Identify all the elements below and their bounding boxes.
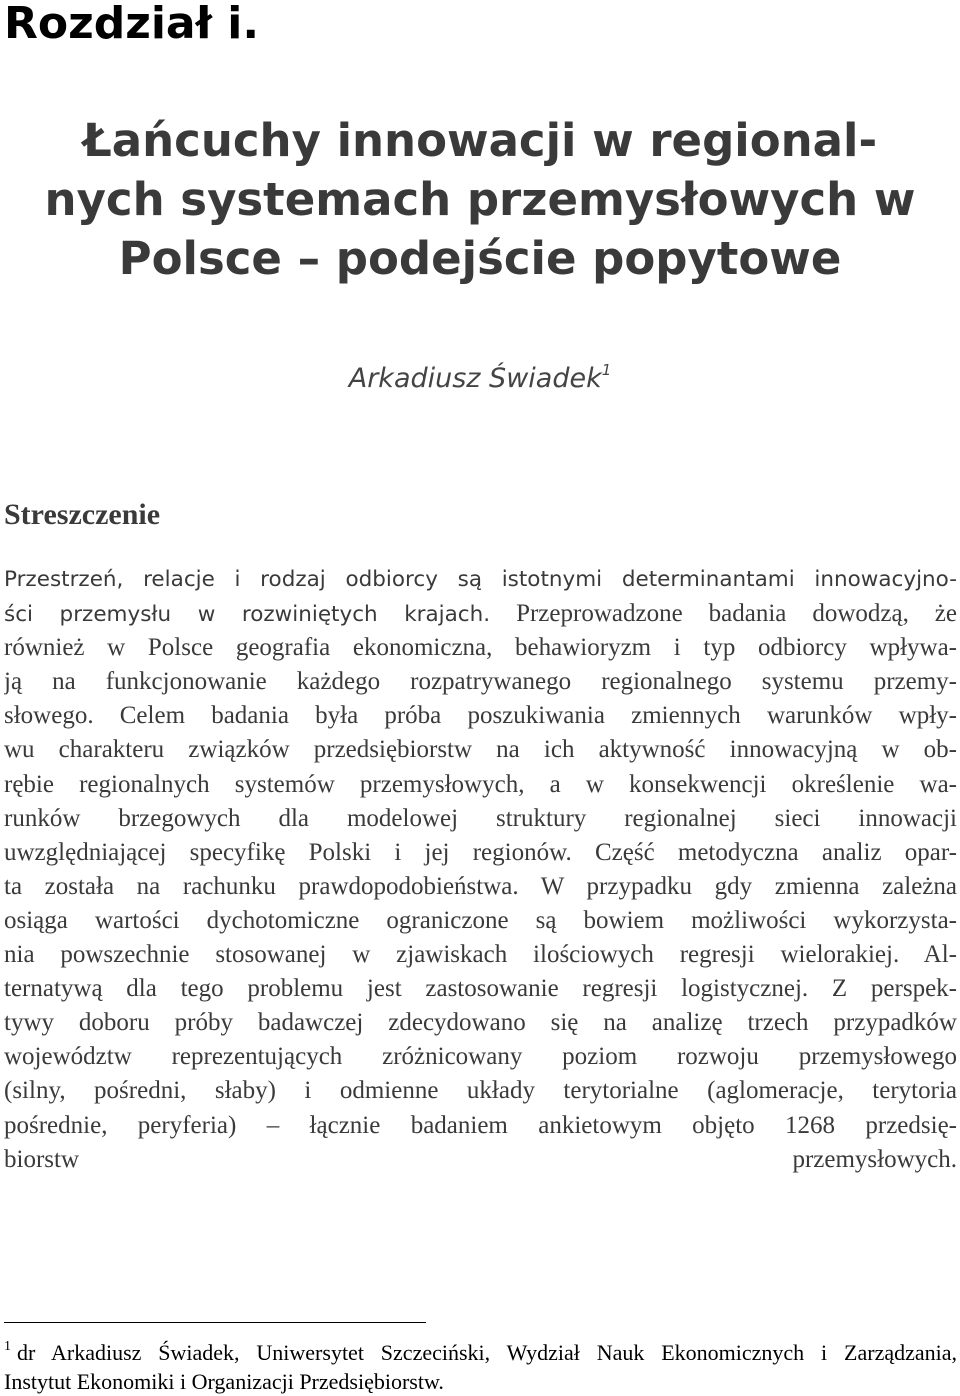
footnote-text: dr Arkadiusz Świadek, Uniwersytet Szczeciński, Wydział Nauk Ekonomicznych i Zarządzania, [17,1340,957,1365]
abstract-line: Przestrzeń, relacje i rodzaj odbiorcy są istotnymi determinantami innowacyjno- [4,567,957,592]
abstract-line: wu charakteru związków przedsiębiorstw na ich aktywność innowacyjną w ob- [4,736,957,764]
author-name: Arkadiusz Świadek [348,363,602,394]
abstract-line: ta została na rachunku prawdopodobieństwa. W przypadku gdy zmienna zależna [4,872,957,900]
title-line: Łańcuchy innowacji w regional- [82,114,878,167]
author-line [0,362,960,396]
abstract-line: słowego. Celem badania była próba poszukiwania zmiennych warunków wpły- [4,702,957,730]
abstract-heading: Streszczenie [4,498,161,531]
abstract-line: województw reprezentujących zróżnicowany poziom rozwoju przemysłowego [4,1043,957,1071]
footnote [4,1338,957,1396]
abstract-line: ją na funkcjonowanie każdego rozpatrywanego regionalnego systemu przemy- [4,668,957,696]
footnote-line: Instytut Ekonomiki i Organizacji Przedsiębiorstw. [4,1369,444,1394]
abstract-line: runków brzegowych dla modelowej struktury regionalnej sieci innowacji [4,804,957,832]
abstract-line: również w Polsce geografia ekonomiczna, behawioryzm i typ odbiorcy wpływa- [4,634,957,662]
chapter-label: Rozdział i. [4,0,260,49]
chapter-title [0,111,960,288]
abstract-body [4,563,957,1177]
abstract-line-segment: Przeprowadzone badania dowodzą, że [516,600,957,628]
abstract-line [4,597,957,631]
footnote-line [4,1338,957,1367]
abstract-line: biorstw przemysłowych. [4,1145,957,1173]
abstract-line-segment: ści przemysłu w rozwiniętych krajach. [4,602,491,628]
footnote-mark: 1 [4,1339,11,1354]
abstract-line: ternatywą dla tego problemu jest zastosowanie regresji logistycznej. Z perspek- [4,975,957,1003]
abstract-line: uwzględniającej specyfikę Polski i jej regionów. Część metodyczna analiz opar- [4,838,957,866]
abstract-line: pośrednie, peryferia) – łącznie badaniem ankietowym objęto 1268 przedsię- [4,1111,957,1139]
title-line: Polsce – podejście popytowe [118,232,842,285]
abstract-line: rębie regionalnych systemów przemysłowych, a w konsekwencji określenie wa- [4,770,957,798]
title-line: nych systemach przemysłowych w [44,173,916,226]
abstract-line: nia powszechnie stosowanej w zjawiskach ilościowych regresji wielorakiej. Al- [4,941,957,969]
abstract-line: tywy doboru próby badawczej zdecydowano się na analizę trzech przypadków [4,1009,957,1037]
abstract-line: osiąga wartości dychotomiczne ograniczone są bowiem możliwości wykorzysta- [4,906,957,934]
author-footnote-ref[interactable]: 1 [601,361,612,379]
abstract-line: (silny, pośredni, słaby) i odmienne układy terytorialne (aglomeracje, terytoria [4,1077,957,1105]
footnote-separator [4,1322,426,1323]
